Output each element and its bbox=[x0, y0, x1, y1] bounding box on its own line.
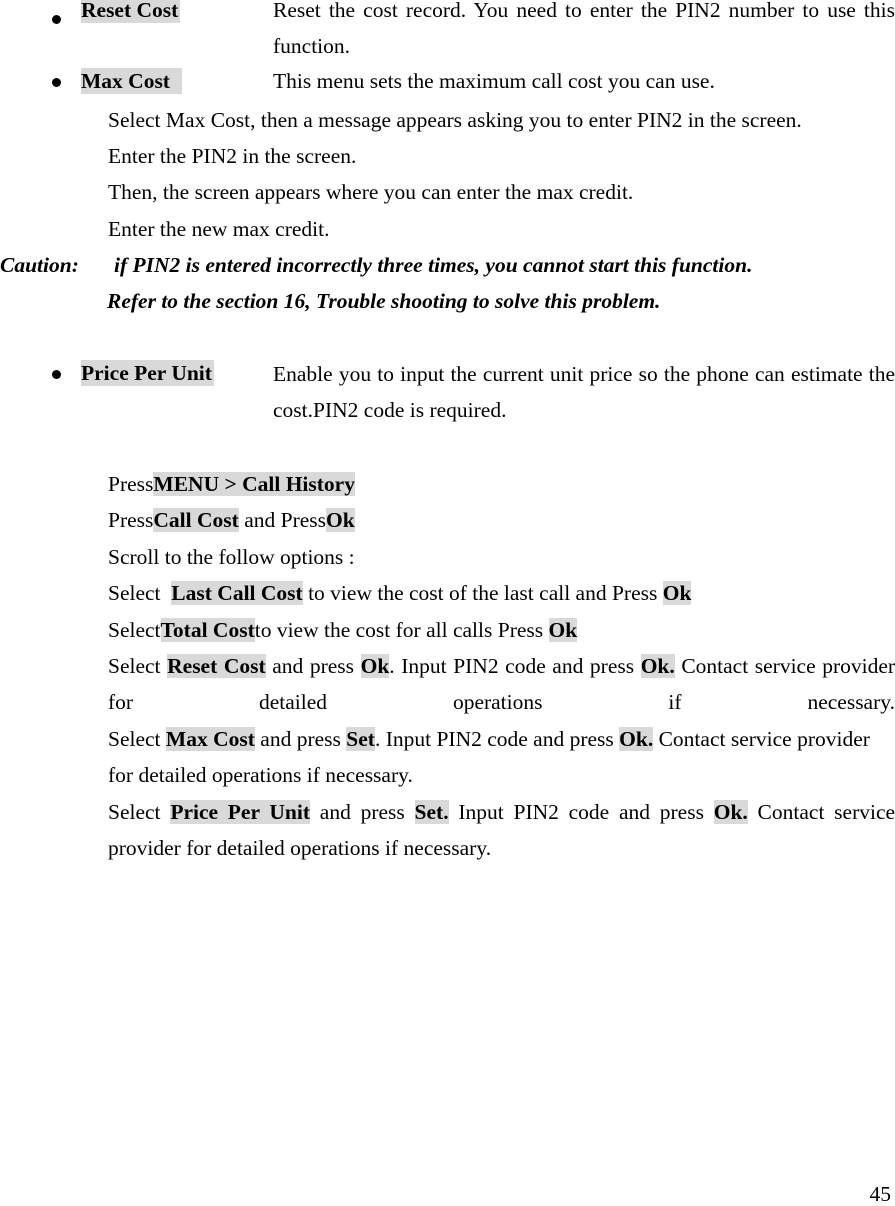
key-label: Call Cost bbox=[153, 508, 239, 532]
step-text: Press bbox=[108, 508, 154, 532]
key-label: MENU > Call History bbox=[153, 472, 355, 496]
step-text: and press bbox=[260, 727, 341, 751]
procedure-step bbox=[108, 612, 895, 648]
caution-label: Caution: bbox=[0, 253, 79, 277]
procedure-step bbox=[108, 502, 895, 538]
procedure-step bbox=[108, 575, 895, 611]
key-label: Ok. bbox=[619, 727, 654, 751]
key-label: Total Cost bbox=[160, 618, 255, 642]
step-text: Select bbox=[108, 654, 161, 678]
step-text: Select bbox=[108, 800, 161, 824]
max-cost-step: Enter the new max credit. bbox=[108, 217, 330, 241]
page-number: 45 bbox=[869, 1182, 891, 1206]
step-text: Input PIN2 code and press bbox=[458, 800, 704, 824]
step-text: Press bbox=[108, 472, 154, 496]
procedure-step bbox=[108, 648, 895, 720]
step-text: Scroll to the follow options : bbox=[108, 545, 355, 569]
procedure-step bbox=[108, 539, 895, 575]
step-text: and press bbox=[319, 800, 405, 824]
procedure-step bbox=[108, 466, 895, 502]
step-text: and press bbox=[272, 654, 355, 678]
term-max-cost: Max Cost bbox=[81, 68, 182, 94]
step-text: Select bbox=[108, 618, 161, 642]
procedure-step bbox=[108, 721, 895, 793]
key-label: Ok bbox=[662, 581, 692, 605]
key-label: Reset Cost bbox=[167, 654, 266, 678]
caution-text: if PIN2 is entered incorrectly three times, you cannot start this function. bbox=[114, 253, 753, 277]
step-text: and Press bbox=[244, 508, 326, 532]
key-label: Ok bbox=[326, 508, 355, 532]
desc-reset-cost: Reset the cost record. You need to enter the PIN2 number to use this function. bbox=[273, 0, 895, 58]
key-label: Last Call Cost bbox=[171, 581, 303, 605]
key-label: Ok bbox=[360, 654, 390, 678]
max-cost-step: Then, the screen appears where you can enter the max credit. bbox=[108, 180, 634, 204]
desc-max-cost: This menu sets the maximum call cost you can use. bbox=[273, 69, 715, 93]
max-cost-step: Select Max Cost, then a message appears asking you to enter PIN2 in the screen. bbox=[108, 108, 802, 132]
key-label: Ok. bbox=[713, 800, 748, 824]
procedure-step bbox=[108, 794, 895, 866]
key-label: Max Cost bbox=[165, 727, 255, 751]
caution-text: Refer to the section 16, Trouble shooting to solve this problem. bbox=[107, 289, 661, 313]
key-label: Ok. bbox=[640, 654, 675, 678]
key-label: Price Per Unit bbox=[170, 800, 311, 824]
step-text: . Input PIN2 code and press bbox=[374, 727, 614, 751]
bullet-icon bbox=[52, 370, 61, 379]
bullet-icon bbox=[52, 15, 61, 24]
key-label: Set bbox=[346, 727, 375, 751]
step-text: to view the cost of the last call and Press bbox=[308, 581, 658, 605]
step-text: Contact service provider for detailed operations if necessary. bbox=[108, 727, 870, 787]
step-text: Select bbox=[108, 581, 161, 605]
step-text: to view the cost for all calls Press bbox=[254, 618, 544, 642]
step-text: Contact service provider for detailed operations if necessary. bbox=[108, 800, 895, 860]
bullet-icon bbox=[52, 78, 61, 87]
term-price-per-unit: Price Per Unit bbox=[81, 361, 212, 385]
step-text: Select bbox=[108, 727, 161, 751]
max-cost-step: Enter the PIN2 in the screen. bbox=[108, 144, 357, 168]
key-label: Set. bbox=[414, 800, 449, 824]
step-text: . Input PIN2 code and press bbox=[389, 654, 635, 678]
term-reset-cost: Reset Cost bbox=[81, 0, 180, 23]
step-text: Contact service provider for detailed operations if necessary. bbox=[108, 654, 895, 714]
desc-price-per-unit: Enable you to input the current unit price so the phone can estimate the cost.PIN2 code is required. bbox=[273, 362, 895, 422]
key-label: Ok bbox=[548, 618, 578, 642]
